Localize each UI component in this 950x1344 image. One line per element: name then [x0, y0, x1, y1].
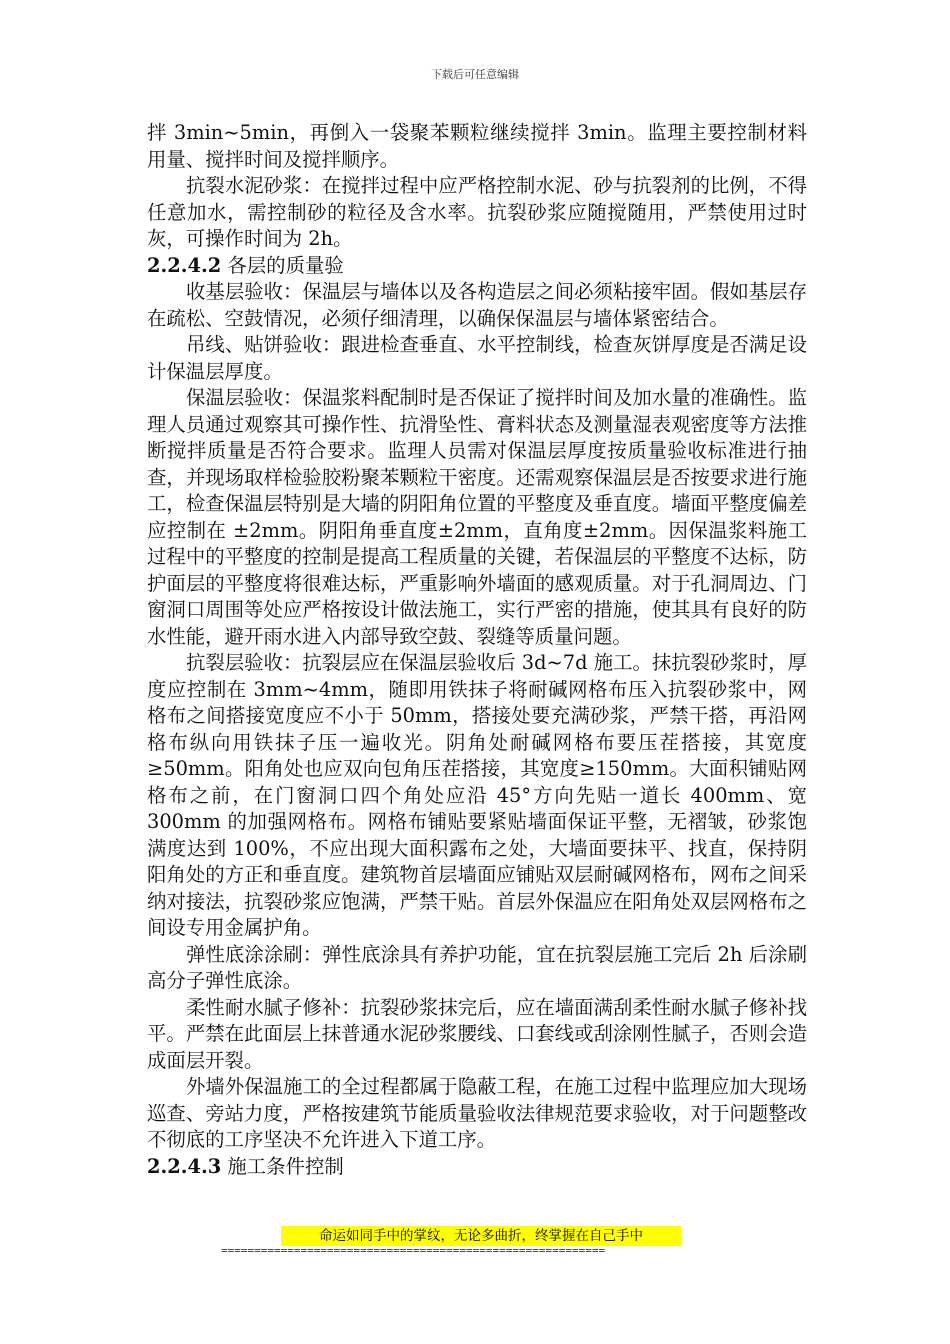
footer-quote: 命运如同手中的掌纹，无论多曲折，终掌握在自己手中 — [281, 1226, 681, 1246]
paragraph-crack-resistant-layer-acceptance: 抗裂层验收：抗裂层应在保温层验收后 3d~7d 施工。抹抗裂砂浆时，厚度应控制在 3mm~4mm，随即用铁抹子将耐碱网格布压入抗裂砂浆中，网格布之间搭接宽度应不小于 50mm，搭接处要充满砂浆，严禁干搭，再沿网格布纵向用铁抹子压一遍收光。阴角处耐碱网格布要压茬搭接，其宽度≥50mm。阳角处也应双向包角压茬搭接，其宽度≥150mm。大面积铺贴网格布之前，在门窗洞口四个角处应沿 45°方向先贴一道长 400mm、宽 300mm 的加强网格布。网格布铺贴要紧贴墙面保证平整，无褶皱，砂浆饱满度达到 100%，不应出现大面积露布之处，大墙面要抹平、找直，保持阴阳角处的方正和垂直度。建筑物首层墙面应铺贴双层耐碱网格布，网布之间采纳对接法，抗裂砂浆应饱满，严禁干贴。首层外保温应在阳角处双层网格布之间设专用金属护角。 — [147, 651, 808, 939]
paragraph-mixing-control: 拌 3min~5min，再倒入一袋聚苯颗粒继续搅拌 3min。监理主要控制材料用量、搅拌时间及搅拌顺序。 — [147, 121, 807, 171]
footer-divider: ========================================================== — [221, 1244, 606, 1257]
section-title: 各层的质量验 — [221, 253, 344, 277]
section-number: 2.2.4.2 — [147, 253, 222, 277]
paragraph-anti-crack-mortar: 抗裂水泥砂浆：在搅拌过程中应严格控制水泥、砂与抗裂剂的比例，不得任意加水，需控制砂的粒径及含水率。抗裂砂浆应随搅随用，严禁使用过时灰，可操作时间为 2h。 — [147, 174, 807, 250]
paragraph-base-layer-acceptance: 收基层验收：保温层与墙体以及各构造层之间必须粘接牢固。假如基层存在疏松、空鼓情况，必须仔细清理，以确保保温层与墙体紧密结合。 — [147, 280, 807, 330]
section-heading-2-2-4-2 — [147, 253, 807, 280]
paragraph-insulation-layer-acceptance: 保温层验收：保温浆料配制时是否保证了搅拌时间及加水量的准确性。监理人员通过观察其可操作性、抗滑坠性、膏料状态及测量湿表观密度等方法推断搅拌质量是否符合要求。监理人员需对保温层厚度按质量验收标准进行抽查，并现场取样检验胶粉聚苯颗粒干密度。还需观察保温层是否按要求进行施工，检查保温层特别是大墙的阴阳角位置的平整度及垂直度。墙面平整度偏差应控制在 ±2mm。阴阳角垂直度±2mm，直角度±2mm。因保温浆料施工过程中的平整度的控制是提高工程质量的关键，若保温层的平整度不达标，防护面层的平整度将很难达标，严重影响外墙面的感观质量。对于孔洞周边、门窗洞口周围等处应严格按设计做法施工，实行严密的措施，使其具有良好的防水性能，避开雨水进入内部导致空鼓、裂缝等质量问题。 — [147, 386, 807, 648]
document-body — [147, 120, 807, 1180]
paragraph-elastic-primer: 弹性底涂涂刷：弹性底涂具有养护功能，宜在抗裂层施工完后 2h 后涂刷高分子弹性底涂。 — [147, 942, 807, 992]
paragraph-plumb-line-acceptance: 吊线、贴饼验收：跟进检查垂直、水平控制线，检查灰饼厚度是否满足设计保温层厚度。 — [147, 333, 807, 383]
section-title: 施工条件控制 — [221, 1154, 344, 1178]
paragraph-concealed-work: 外墙外保温施工的全过程都属于隐蔽工程，在施工过程中监理应加大现场巡查、旁站力度，严格按建筑节能质量验收法律规范要求验收，对于问题整改不彻底的工序坚决不允许进入下道工序。 — [147, 1075, 807, 1151]
paragraph-putty-repair: 柔性耐水腻子修补：抗裂砂浆抹完后，应在墙面满刮柔性耐水腻子修补找平。严禁在此面层上抹普通水泥砂浆腰线、口套线或刮涂刚性腻子，否则会造成面层开裂。 — [147, 995, 807, 1072]
section-number: 2.2.4.3 — [147, 1154, 222, 1178]
section-heading-2-2-4-3 — [147, 1154, 807, 1181]
page-header: 下载后可任意编辑 — [431, 68, 519, 81]
